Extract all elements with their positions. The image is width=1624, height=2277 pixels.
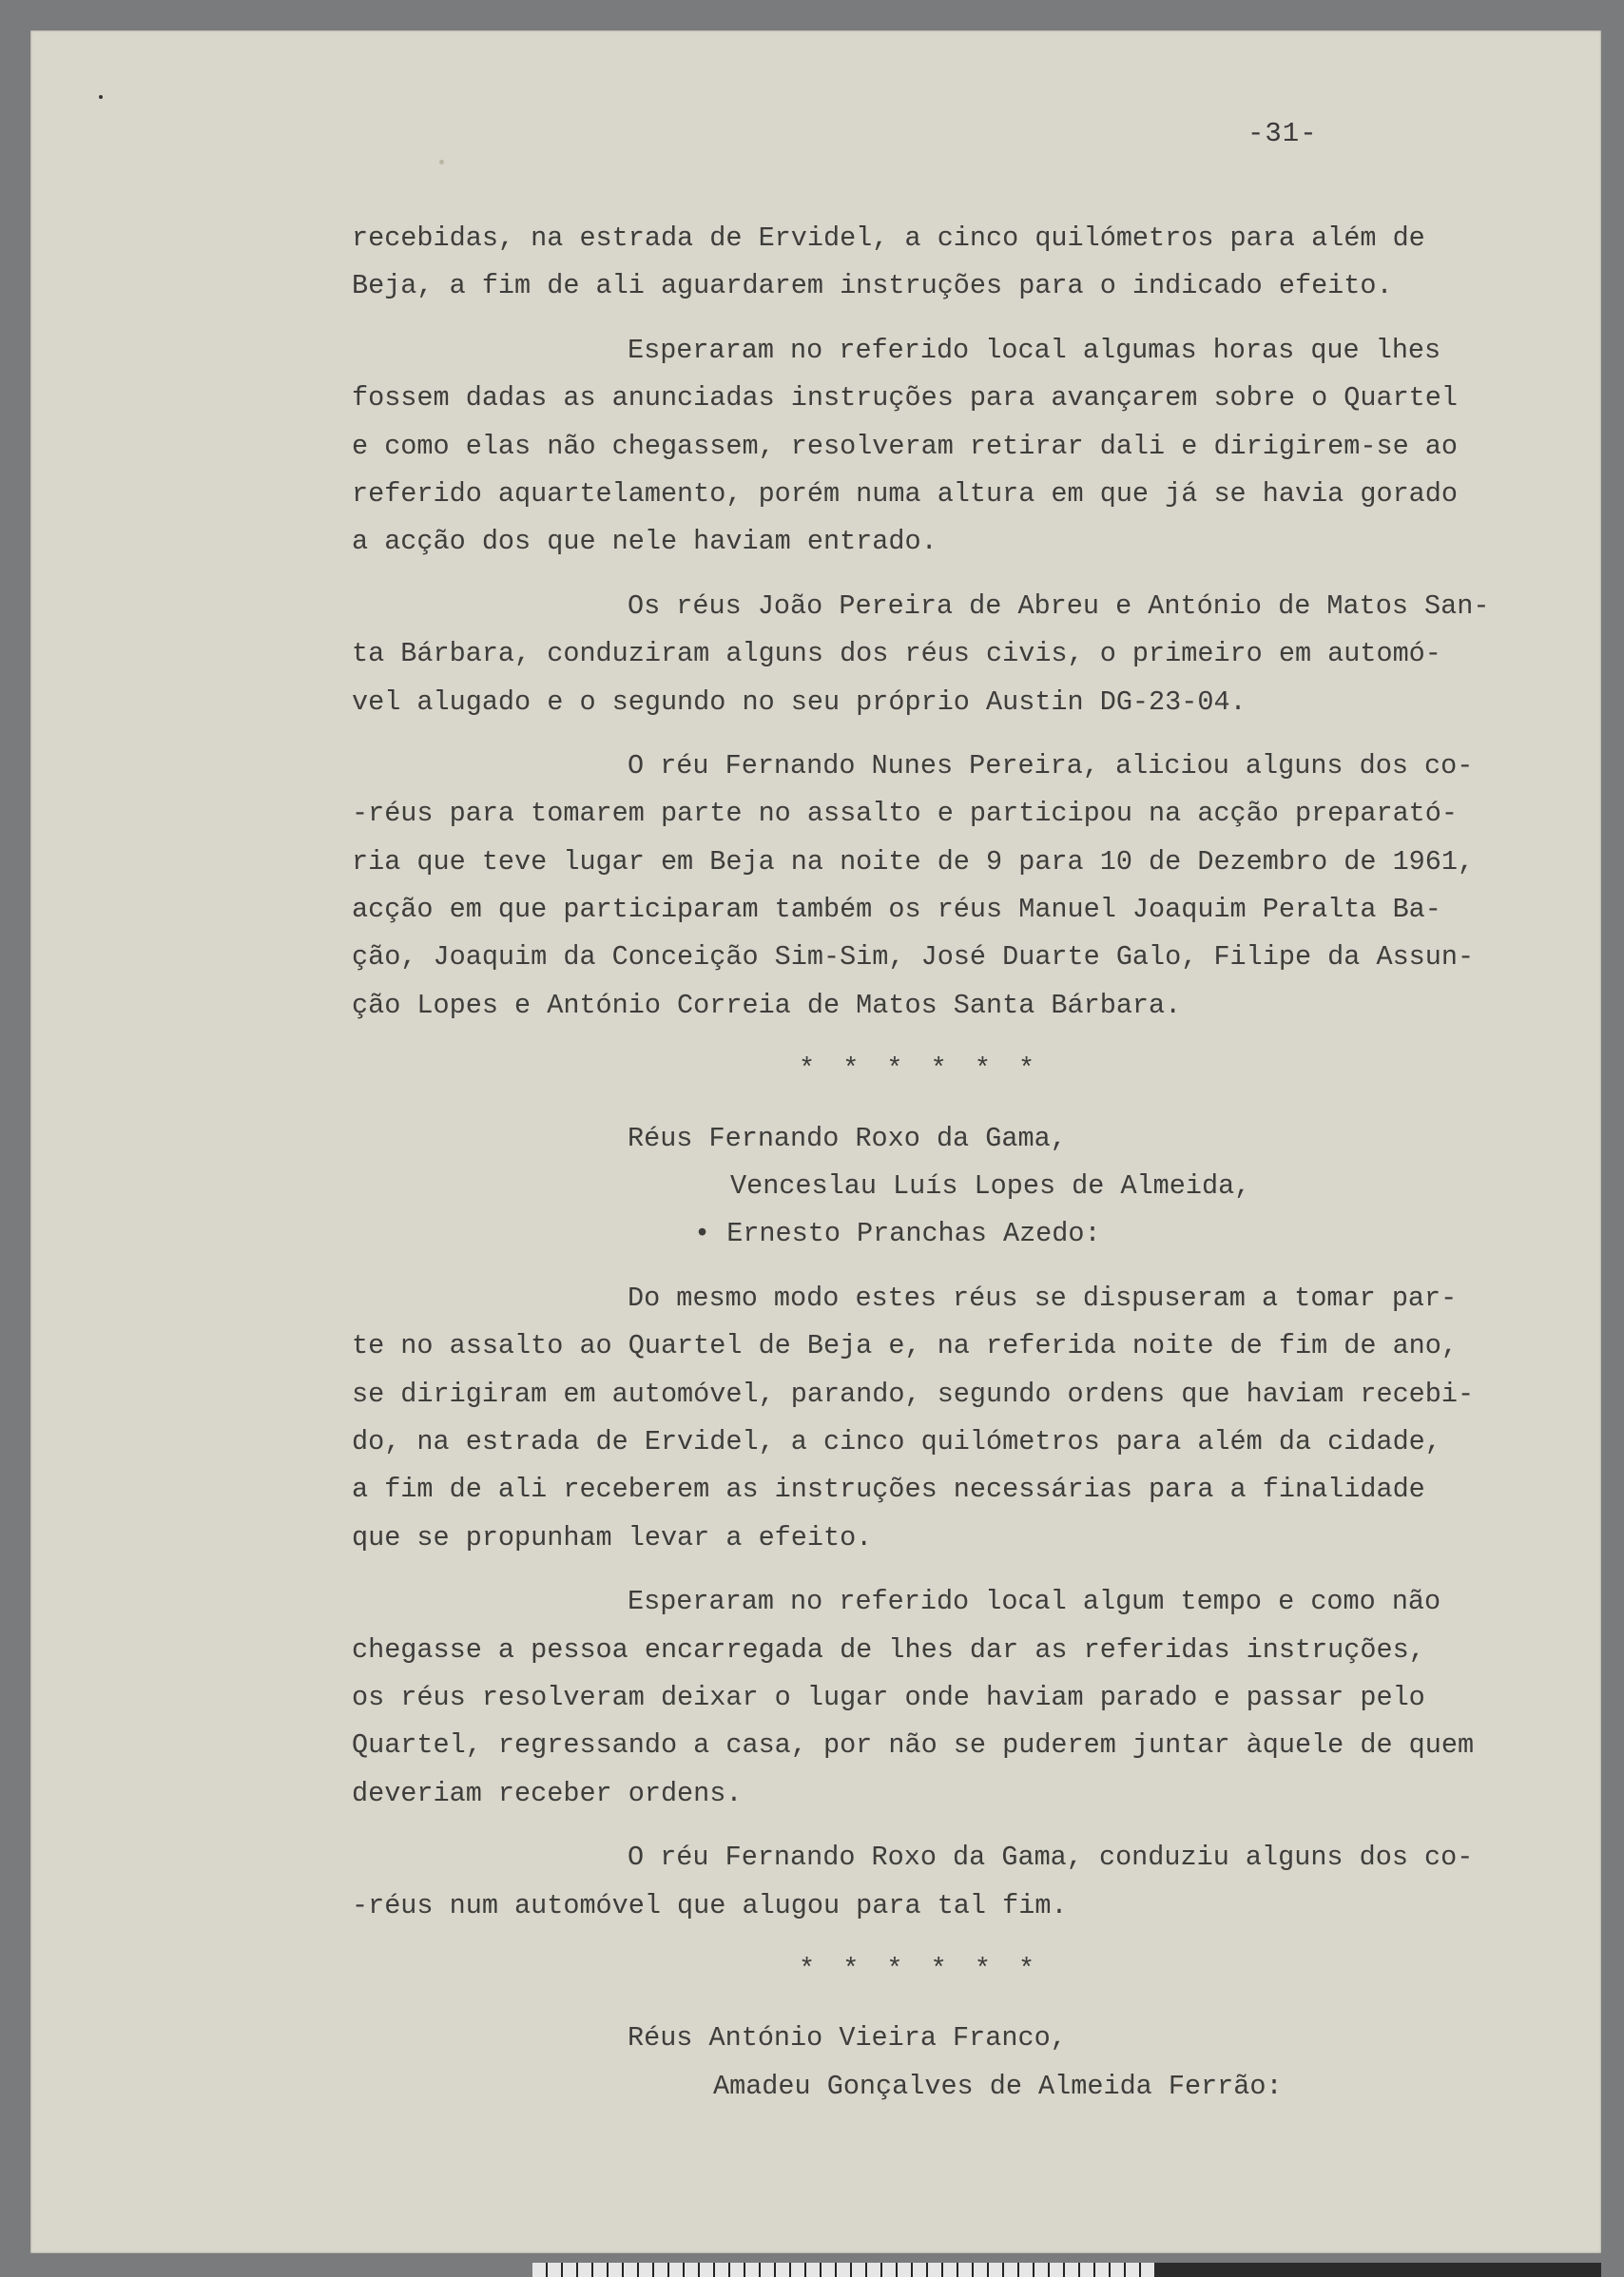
defendant-name-text: Ernesto Pranchas Azedo:	[726, 1218, 1101, 1250]
text-line: chegasse a pessoa encarregada de lhes dar as referidas instruções,	[352, 1633, 1425, 1666]
text-line: se dirigiram em automóvel, parando, segundo ordens que haviam recebi-	[352, 1378, 1475, 1410]
text-line: O réu Fernando Roxo da Gama, conduziu alguns dos co-	[628, 1842, 1474, 1874]
text-line: Quartel, regressando a casa, por não se puderem juntar àquele de quem	[352, 1729, 1475, 1762]
text-line: e como elas não chegassem, resolveram retirar dali e dirigirem-se ao	[352, 430, 1458, 462]
text-line: Esperaram no referido local algumas horas que lhes	[628, 334, 1441, 366]
text-line: referido aquartelamento, porém numa altura em que já se havia gorado	[352, 477, 1458, 510]
document-body	[352, 215, 1545, 2127]
text-line: Os réus João Pereira de Abreu e António de Matos San-	[628, 589, 1490, 622]
text-line: Beja, a fim de ali aguardarem instruções para o indicado efeito.	[352, 270, 1393, 302]
text-line: deveriam receber ordens.	[352, 1777, 743, 1809]
text-line: acção em que participaram também os réus Manuel Joaquim Peralta Ba-	[352, 894, 1441, 926]
text-line: recebidas, na estrada de Ervidel, a cinco quilómetros para além de	[352, 222, 1425, 254]
text-line: do, na estrada de Ervidel, a cinco quilómetros para além da cidade,	[352, 1425, 1441, 1457]
paragraph	[352, 743, 1545, 1030]
text-line: -réus para tomarem parte no assalto e participou na acção preparató-	[352, 798, 1458, 830]
paragraph	[352, 1834, 1545, 1930]
defendants-heading	[352, 1115, 1545, 1259]
section-separator: * * * * * *	[799, 1053, 1041, 1086]
text-line: -réus num automóvel que alugou para tal fim.	[352, 1889, 1068, 1921]
defendants-heading	[352, 2015, 1545, 2111]
paragraph	[352, 215, 1545, 311]
defendant-name: Réus Fernando Roxo da Gama,	[628, 1122, 1067, 1154]
text-line: vel alugado e o segundo no seu próprio Austin DG-23-04.	[352, 685, 1247, 718]
defendant-name: Amadeu Gonçalves de Almeida Ferrão:	[713, 2070, 1283, 2102]
defendant-name: • Ernesto Pranchas Azedo:	[694, 1218, 1101, 1250]
text-line: Do mesmo modo estes réus se dispuseram a tomar par-	[628, 1282, 1458, 1314]
paper-speck	[439, 160, 444, 164]
text-line: ta Bárbara, conduziram alguns dos réus civis, o primeiro em automó-	[352, 638, 1441, 670]
paragraph	[352, 1275, 1545, 1562]
text-line: ção Lopes e António Correia de Matos Santa Bárbara.	[352, 989, 1182, 1021]
text-line: ria que teve lugar em Beja na noite de 9 para 10 de Dezembro de 1961,	[352, 845, 1475, 878]
text-line: Esperaram no referido local algum tempo e como não	[628, 1586, 1441, 1618]
section-separator: * * * * * *	[799, 1953, 1041, 1985]
text-line: O réu Fernando Nunes Pereira, aliciou alguns dos co-	[628, 749, 1474, 782]
defendant-name: Réus António Vieira Franco,	[628, 2022, 1067, 2055]
paper-speck	[99, 95, 103, 99]
text-line: a fim de ali receberem as instruções necessárias para a finalidade	[352, 1474, 1425, 1506]
page-number: -31-	[1247, 118, 1318, 149]
text-line: fossem dadas as anunciadas instruções para avançarem sobre o Quartel	[352, 382, 1458, 415]
text-line: te no assalto ao Quartel de Beja e, na referida noite de fim de ano,	[352, 1330, 1458, 1362]
defendant-name: Venceslau Luís Lopes de Almeida,	[730, 1170, 1251, 1203]
scan-ruler-dark	[1154, 2263, 1601, 2277]
paragraph	[352, 1578, 1545, 1818]
text-line: que se propunham levar a efeito.	[352, 1521, 873, 1553]
paragraph	[352, 327, 1545, 567]
paragraph	[352, 583, 1545, 726]
text-line: a acção dos que nele haviam entrado.	[352, 526, 938, 558]
text-line: os réus resolveram deixar o lugar onde haviam parado e passar pelo	[352, 1681, 1425, 1713]
text-line: ção, Joaquim da Conceição Sim-Sim, José Duarte Galo, Filipe da Assun-	[352, 941, 1475, 974]
